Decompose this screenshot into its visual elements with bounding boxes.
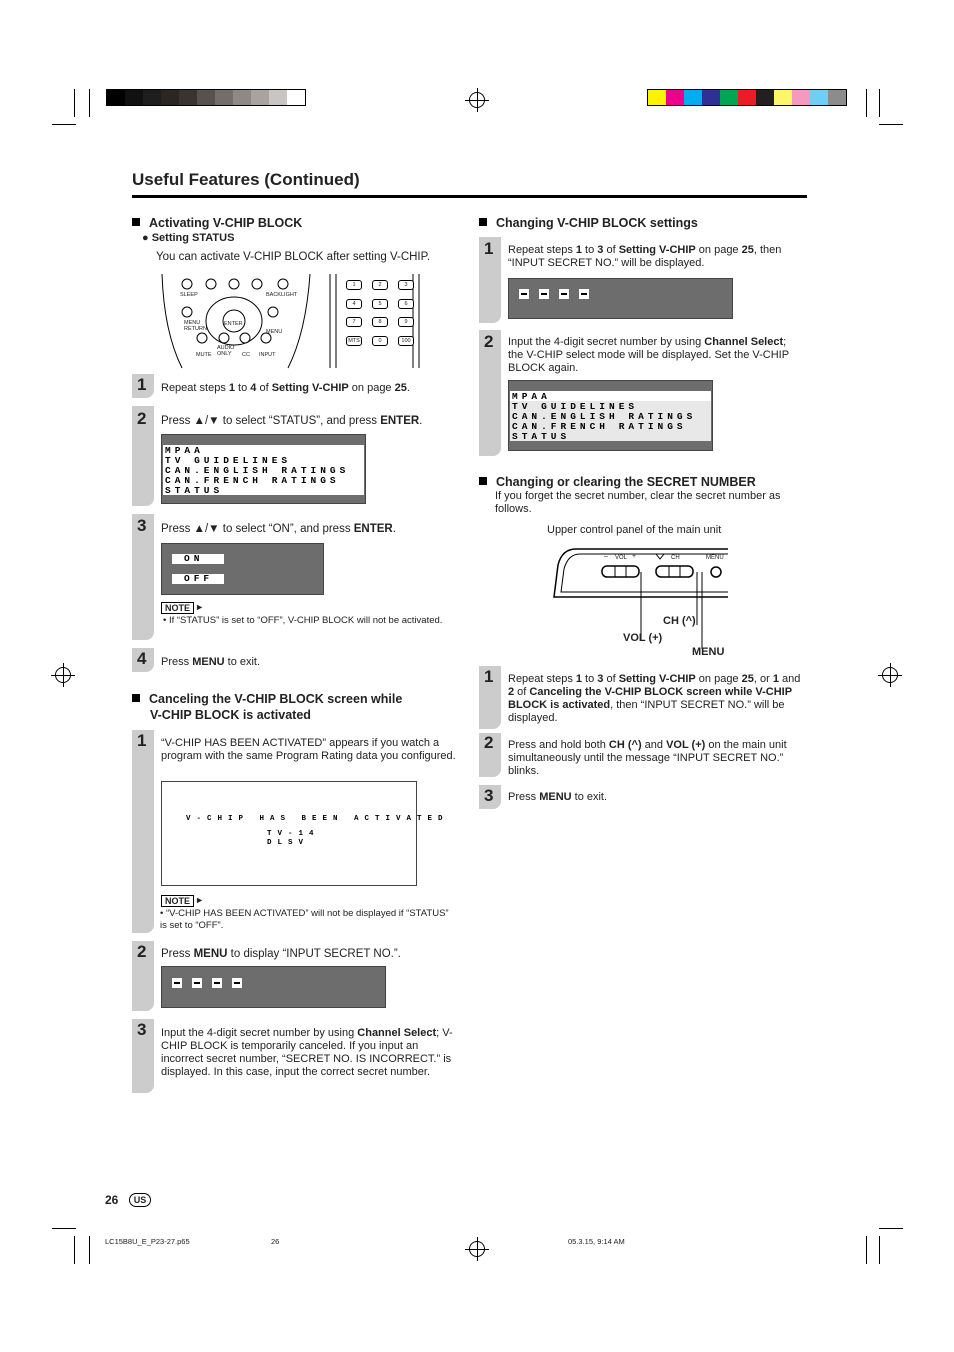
secret-step2-text: Press and hold both CH (^) and VOL (+) on the main unit simultaneously until the message “INPUT SECRET NO.” blinks.	[508, 739, 787, 777]
change-step2-text: Input the 4-digit secret number by using Channel Select; the V-CHIP select mode will be displayed. Set the V-CHIP BLOCK again.	[508, 336, 789, 374]
section-heading-canceling: Canceling the V-CHIP BLOCK screen while V-CHIP BLOCK is activated	[132, 691, 402, 723]
color-swatch	[792, 90, 810, 105]
secret-step3-text: Press MENU to exit.	[508, 791, 608, 803]
registration-mark-icon	[882, 667, 898, 683]
bullet-square-icon	[132, 694, 140, 702]
step3-text: Press ▲/▼ to select “ON”, and press ENTER.	[161, 523, 396, 535]
osd-item-selected: STATUS	[165, 485, 224, 496]
step-number: 1	[484, 667, 494, 686]
note-text: • “V-CHIP HAS BEEN ACTIVATED” will not be displayed if “STATUS” is set to “OFF”.	[160, 908, 449, 931]
digit-placeholder	[539, 289, 549, 299]
page-title: Useful Features (Continued)	[132, 170, 360, 189]
crop-mark	[89, 1236, 90, 1264]
step-number: 1	[137, 375, 147, 394]
color-swatch	[179, 90, 197, 105]
step1-text: Repeat steps 1 to 4 of Setting V-CHIP on page 25.	[161, 382, 410, 394]
osd-on-label: ON	[184, 553, 204, 564]
step-number: 2	[137, 942, 147, 961]
subheading-setting-status	[142, 232, 234, 245]
color-swatch	[756, 90, 774, 105]
callout-menu: MENU	[692, 646, 725, 658]
color-swatch	[774, 90, 792, 105]
grayscale-calibration-bar	[106, 89, 306, 106]
remote-control-illustration	[160, 272, 420, 370]
crop-mark	[879, 1236, 880, 1264]
osd-menu-screen	[508, 380, 713, 451]
cancel-step1-text: “V-CHIP HAS BEEN ACTIVATED” appears if you watch a program with the same Program Rating data you configured.	[161, 737, 456, 762]
remote-label-enter: ENTER	[224, 321, 243, 327]
crop-mark	[879, 89, 880, 117]
step-number: 3	[137, 516, 147, 535]
crop-mark	[74, 1236, 75, 1264]
keypad-key: 100	[398, 336, 414, 346]
color-swatch	[233, 90, 251, 105]
panel-minus: –	[604, 553, 608, 560]
color-swatch	[215, 90, 233, 105]
note-badge: NOTE ►	[161, 895, 194, 907]
intro-text: You can activate V-CHIP BLOCK after setting V-CHIP.	[156, 251, 431, 263]
color-swatch	[684, 90, 702, 105]
activated-message: V-CHIP HAS BEEN ACTIVATED	[186, 815, 449, 823]
crop-mark	[879, 124, 903, 125]
digit-placeholder	[232, 978, 242, 988]
color-swatch	[702, 90, 720, 105]
subheading-text: Setting STATUS	[151, 232, 235, 244]
step-number: 3	[137, 1020, 147, 1039]
remote-label-backlight: BACKLIGHT	[266, 292, 298, 298]
step-number: 2	[484, 332, 494, 351]
remote-label-menu: MENU	[266, 329, 283, 335]
registration-mark-icon	[469, 1241, 485, 1257]
osd-item: CAN.FRENCH RATINGS	[512, 421, 687, 432]
digit-placeholder	[579, 289, 589, 299]
remote-label-menu-return: MENU RETURN	[184, 320, 207, 332]
color-swatch	[107, 90, 125, 105]
keypad-key: MTS	[346, 336, 362, 346]
step-number: 2	[137, 409, 147, 428]
footer-filename: LC15B8U_E_P23-27.p65	[105, 1237, 190, 1246]
color-swatch	[269, 90, 287, 105]
callout-vol: VOL (+)	[623, 632, 663, 644]
step-number: 1	[137, 731, 147, 750]
page-number: 26	[105, 1193, 119, 1207]
panel-caption: Upper control panel of the main unit	[547, 524, 722, 536]
keypad-key: 1	[346, 280, 362, 290]
osd-item: CAN.ENGLISH RATINGS	[165, 465, 350, 476]
callout-ch: CH (^)	[663, 615, 696, 627]
crop-mark	[866, 89, 867, 117]
remote-label-mute: MUTE	[196, 352, 212, 358]
keypad-key: 3	[398, 280, 414, 290]
osd-on-off-screen	[161, 543, 324, 595]
color-swatch	[197, 90, 215, 105]
remote-label-sleep: SLEEP	[180, 292, 198, 298]
color-swatch	[161, 90, 179, 105]
panel-plus: +	[632, 553, 637, 560]
color-swatch	[720, 90, 738, 105]
color-swatch	[143, 90, 161, 105]
osd-item: MPAA	[512, 391, 551, 402]
digit-placeholder	[172, 978, 182, 988]
change-step1-text: Repeat steps 1 to 3 of Setting V-CHIP on page 25, then “INPUT SECRET NO.” will be displayed.	[508, 244, 782, 269]
remote-keypad	[346, 280, 418, 360]
registration-mark-icon	[55, 667, 71, 683]
content-label: DLSV	[267, 839, 310, 847]
osd-item: CAN.ENGLISH RATINGS	[512, 411, 697, 422]
section-heading-changing: Changing V-CHIP BLOCK settings	[479, 215, 698, 231]
footer-timestamp: 05.3.15, 9:14 AM	[568, 1237, 625, 1246]
color-swatch	[828, 90, 846, 105]
remote-label-audio-only: AUDIO ONLY	[217, 345, 235, 357]
keypad-key: 0	[372, 336, 388, 346]
chevron-up-icon: ^)	[631, 739, 642, 751]
digit-placeholder	[192, 978, 202, 988]
osd-item: TV GUIDELINES	[165, 455, 292, 466]
footer-file-page: 26	[271, 1237, 280, 1246]
secret-intro: If you forget the secret number, clear the secret number as follows.	[495, 490, 781, 515]
crop-mark	[89, 89, 90, 117]
digit-placeholder	[519, 289, 529, 299]
region-badge: US	[129, 1193, 151, 1207]
rating-label: TV-14	[267, 830, 320, 838]
bullet-circle-icon: ●	[142, 232, 152, 244]
title-rule	[132, 195, 807, 198]
cancel-step2-text: Press MENU to display “INPUT SECRET NO.”.	[161, 948, 401, 960]
remote-label-input: INPUT	[259, 352, 276, 358]
step-number: 2	[484, 733, 494, 752]
note-text: • If “STATUS” is set to “OFF”, V-CHIP BLOCK will not be activated.	[163, 615, 443, 626]
bullet-square-icon	[479, 477, 487, 485]
osd-item: STATUS	[512, 431, 571, 442]
keypad-key: 9	[398, 317, 414, 327]
color-swatch	[287, 90, 305, 105]
remote-label-cc: CC	[242, 352, 250, 358]
osd-item: CAN.FRENCH RATINGS	[165, 475, 340, 486]
panel-ch-label: CH	[671, 555, 680, 561]
panel-menu-label: MENU	[706, 555, 724, 561]
osd-item: MPAA	[165, 445, 204, 456]
chevron-up-icon: ^	[685, 615, 693, 627]
color-swatch	[810, 90, 828, 105]
crop-mark	[866, 1236, 867, 1264]
step2-text: Press ▲/▼ to select “STATUS”, and press ENTER.	[161, 415, 423, 427]
step-number: 3	[484, 786, 494, 805]
osd-menu-screen	[161, 434, 366, 504]
crop-mark	[74, 89, 75, 117]
cancel-step3-text: Input the 4-digit secret number by using Channel Select; V-CHIP BLOCK is temporarily canceled. If you input an incorrect secret number, “SECRET NO. IS INCORRECT.” is displayed. In this case, input the correct secret number.	[161, 1027, 453, 1078]
osd-item: TV GUIDELINES	[512, 401, 639, 412]
keypad-key: 4	[346, 299, 362, 309]
crop-mark	[52, 1228, 76, 1229]
color-swatch	[251, 90, 269, 105]
section-heading-secret: Changing or clearing the SECRET NUMBER	[479, 474, 756, 490]
color-swatch	[666, 90, 684, 105]
keypad-key: 6	[398, 299, 414, 309]
keypad-key: 7	[346, 317, 362, 327]
color-swatch	[648, 90, 666, 105]
crop-mark	[879, 1228, 903, 1229]
panel-vol-label: VOL	[615, 555, 628, 561]
keypad-key: 8	[372, 317, 388, 327]
color-swatch	[125, 90, 143, 105]
color-swatch	[738, 90, 756, 105]
step-number: 4	[137, 649, 147, 668]
section-heading-activating	[132, 215, 302, 231]
crop-mark	[52, 124, 76, 125]
step-bar	[132, 730, 154, 933]
digit-placeholder	[559, 289, 569, 299]
secret-number-screen	[508, 278, 733, 319]
secret-number-screen	[161, 966, 386, 1008]
color-calibration-bar	[647, 89, 847, 106]
activated-message-screen	[161, 781, 449, 886]
registration-mark-icon	[469, 92, 485, 108]
note-badge: NOTE ►	[161, 602, 194, 614]
bullet-square-icon	[132, 218, 140, 226]
bullet-square-icon	[479, 218, 487, 226]
step-number: 1	[484, 239, 494, 258]
keypad-key: 2	[372, 280, 388, 290]
digit-placeholder	[212, 978, 222, 988]
osd-off-label: OFF	[184, 573, 214, 584]
step4-text: Press MENU to exit.	[161, 656, 261, 668]
heading-text: Activating V-CHIP BLOCK	[149, 216, 303, 230]
keypad-key: 5	[372, 299, 388, 309]
secret-step1-text: Repeat steps 1 to 3 of Setting V-CHIP on page 25, or 1 and 2 of Canceling the V-CHIP BLOCK screen while V-CHIP BLOCK is activated, then “INPUT SECRET NO.” will be displayed.	[508, 673, 801, 724]
